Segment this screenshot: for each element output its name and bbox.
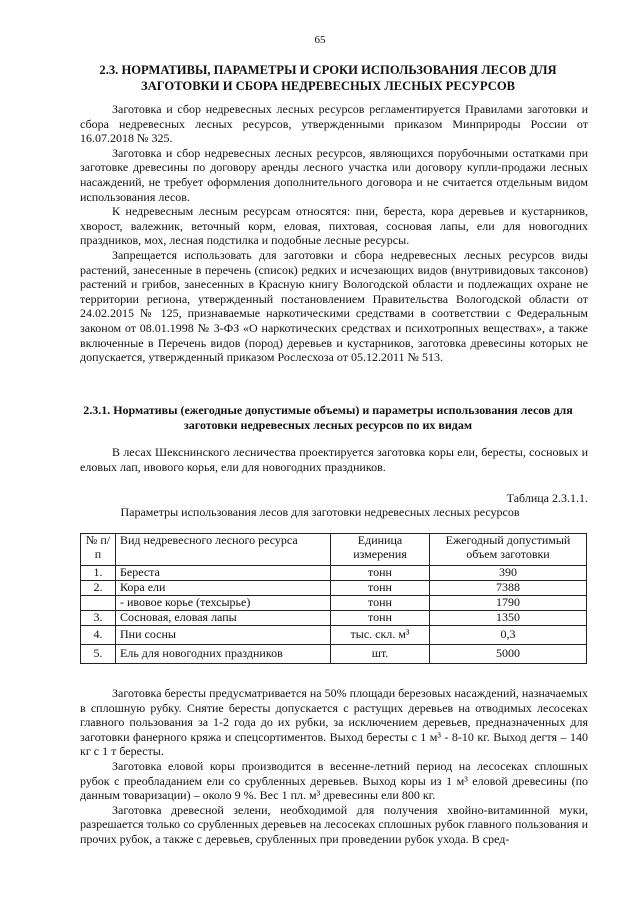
table-row (81, 611, 587, 626)
row-unit: тыс. скл. м³ (331, 626, 430, 645)
row-volume: 1790 (430, 596, 587, 611)
table-caption: Параметры использования лесов для заготовки недревесных лесных ресурсов (120, 505, 520, 519)
row-unit: тонн (331, 596, 430, 611)
row-volume: 390 (430, 566, 587, 581)
row-volume: 5000 (430, 645, 587, 664)
subsection-title: 2.3.1. Нормативы (ежегодные допустимые объемы) и параметры использования лесов для заготовки недревесных лесных ресурсов по их видам (83, 403, 573, 432)
row-volume: 7388 (430, 581, 587, 596)
row-number: 5. (81, 645, 116, 664)
row-resource: Пни сосны (116, 626, 331, 645)
row-volume: 1350 (430, 611, 587, 626)
paragraph: Заготовка и сбор недревесных лесных ресурсов регламентируется Правилами заготовки и сбора недревесных лесных ресурсов, утвержденными приказом Минприроды России от 16.07.2018 № 325. (80, 102, 588, 146)
section-title: 2.3. НОРМАТИВЫ, ПАРАМЕТРЫ И СРОКИ ИСПОЛЬЗОВАНИЯ ЛЕСОВ ДЛЯ ЗАГОТОВКИ И СБОРА НЕДРЕВЕСНЫХ ЛЕСНЫХ РЕСУРСОВ (99, 63, 557, 93)
row-unit: тонн (331, 566, 430, 581)
paragraph: Заготовка бересты предусматривается на 50% площади березовых насаждений, назначаемых в сплошную рубку. Снятие бересты допускается с растущих деревьев на отводимых лесосеках главного пользования за 1-2 года до их рубки, за исключением деревьев, предназначенных для заготовки фанерного кряжа и спецсортиментов. Выход бересты с 1 м³ - 8-10 кг. Выход дегтя – 140 кг с 1 т бересты. (80, 686, 588, 759)
row-number: 4. (81, 626, 116, 645)
table-row (81, 596, 587, 611)
table-row (81, 581, 587, 596)
closing-text (80, 686, 588, 847)
row-unit: тонн (331, 611, 430, 626)
paragraph: Запрещается использовать для заготовки и сбора недревесных лесных ресурсов виды растений, занесенные в перечень (список) редких и исчезающих видов (внутривидовых таксонов) растений и грибов, занесенных в Красную книгу Вологодской области и подлежащих охране не территории региона, утвержденный постановлением Правительства Вологодской области от 24.02.2015 № 125, признаваемые наркотическими средствами в соответствии с Федеральным законом от 08.01.1998 № 3-ФЗ «О наркотических средствах и психотропных веществах», а также включенные в Перечень видов (пород) деревьев и кустарников, заготовка древесины которых не допускается, утвержденный приказом Рослесхоза от 05.12.2011 № 513. (80, 247, 588, 365)
paragraph: В лесах Шекснинского лесничества проектируется заготовка коры ели, бересты, сосновых и еловых лап, ивового корья, ели для новогодних праздников. (80, 445, 588, 474)
row-number: 1. (81, 566, 116, 581)
paragraph: Заготовка древесной зелени, необходимой для получения хвойно-витаминной муки, разрешается только со срубленных деревьев на лесосеках сплошных рубок главного пользования и прочих рубок, а также с деревьев, срубленных при проведении рубок ухода. В сред- (80, 802, 588, 846)
row-resource: - ивовое корье (техсырье) (116, 596, 331, 611)
row-resource: Сосновая, еловая лапы (116, 611, 331, 626)
row-resource: Ель для новогодних праздников (116, 645, 331, 664)
row-unit: тонн (331, 581, 430, 596)
table-row (81, 645, 587, 664)
table-header-row (81, 534, 587, 566)
row-resource: Береста (116, 566, 331, 581)
row-unit: шт. (331, 645, 430, 664)
row-number: 3. (81, 611, 116, 626)
paragraph: Заготовка еловой коры производится в весенне-летний период на лесосеках сплошных рубок с преобладанием ели со срубленных деревьев. Выход коры из 1 м³ еловой древесины (по данным товаризации) – около 9 %. Вес 1 пл. м³ древесины ели 800 кг. (80, 758, 588, 803)
intro-text (80, 102, 588, 365)
page-number: 65 (314, 34, 326, 46)
paragraph: К недревесным лесным ресурсам относятся: пни, береста, кора деревьев и кустарников, хворост, валежник, веточный корм, еловая, пихтовая, сосновая лапы, ели для новогодних праздников, мох, лесная подстилка и подобные лесные ресурсы. (80, 204, 588, 248)
row-resource: Кора ели (116, 581, 331, 596)
paragraph: Заготовка и сбор недревесных лесных ресурсов, являющихся порубочными остатками при заготовке древесины по договору аренды лесного участка или договору купли-продажи лесных насаждений, не требует оформления дополнительного договора и не считается отдельным видом использования лесов. (80, 145, 588, 204)
header-cell-number: № п/п (81, 534, 116, 566)
row-number (81, 596, 116, 611)
row-number: 2. (81, 581, 116, 596)
subsection-text (80, 445, 588, 474)
table-row (81, 626, 587, 645)
resources-table (80, 533, 587, 664)
table-number: Таблица 2.3.1.1. (506, 491, 588, 505)
header-cell-volume: Ежегодный допустимый объем заготовки (430, 534, 587, 566)
header-cell-unit: Единица измерения (331, 534, 430, 566)
table-row (81, 566, 587, 581)
row-volume: 0,3 (430, 626, 587, 645)
header-cell-resource: Вид недревесного лесного ресурса (116, 534, 331, 566)
